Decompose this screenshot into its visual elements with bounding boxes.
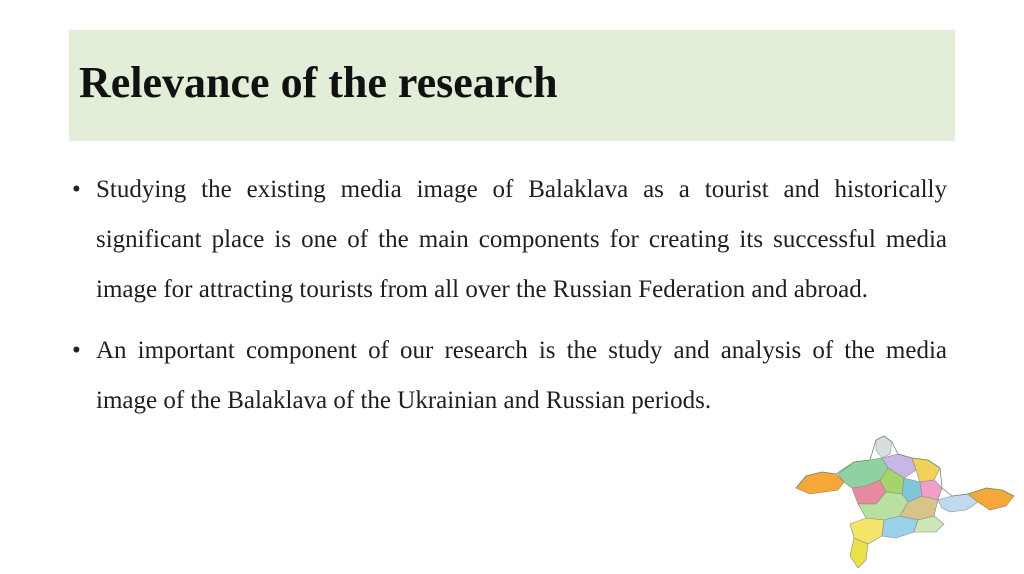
bullet-text: Studying the existing media image of Balaklava as a tourist and historically significant place is one of the main components for creating its successful media image for attracting tourists from all over the Russian Federation and abroad. bbox=[96, 176, 947, 303]
bullet-list bbox=[72, 165, 947, 437]
bullet-dot-icon: • bbox=[72, 176, 81, 203]
map-region bbox=[796, 472, 844, 494]
crimea-region-map-icon bbox=[792, 432, 1020, 572]
bullet-dot-icon: • bbox=[72, 337, 81, 364]
bullet-text: An important component of our research is the study and analysis of the media image of the Balaklava of the Ukrainian and Russian periods. bbox=[96, 337, 947, 414]
bullet-item bbox=[72, 326, 947, 426]
map-region bbox=[876, 436, 892, 458]
map-region bbox=[882, 516, 918, 538]
map-region bbox=[912, 458, 940, 482]
bullet-item bbox=[72, 165, 947, 315]
slide-title: Relevance of the research bbox=[79, 58, 558, 107]
title-band bbox=[69, 30, 955, 141]
